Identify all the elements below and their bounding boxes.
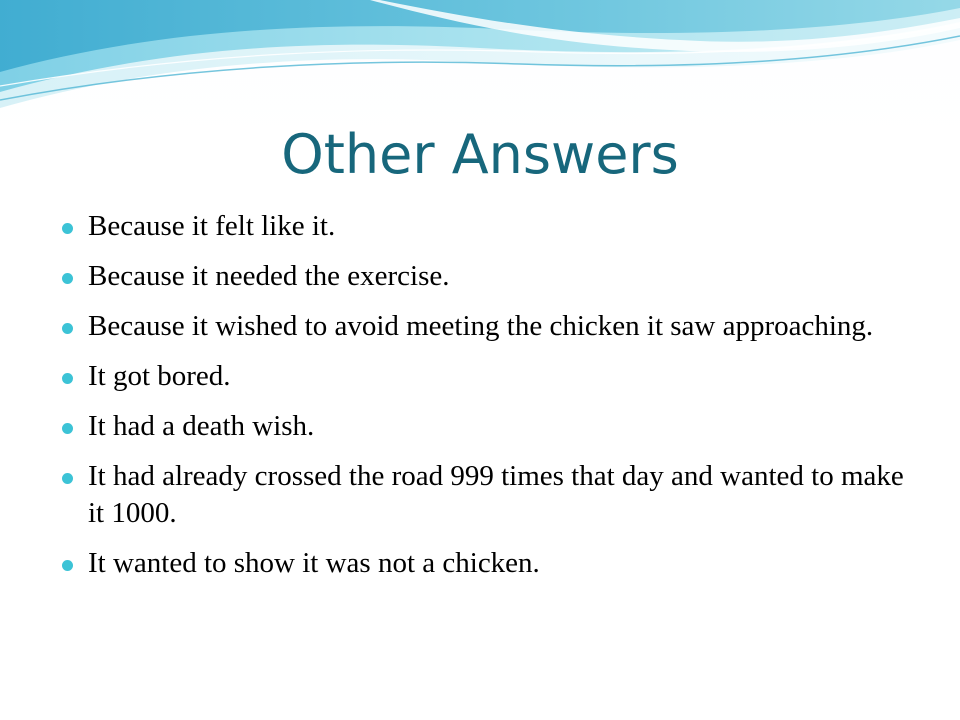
bullet-text: It got bored. [88, 360, 231, 392]
decorative-wave-header [0, 0, 960, 130]
bullet-item [60, 545, 920, 582]
bullet-text: Because it wished to avoid meeting the chicken it saw approaching. [88, 310, 874, 342]
bullet-dot-icon [62, 373, 73, 384]
bullet-text: Because it needed the exercise. [88, 260, 450, 292]
slide-title: Other Answers [281, 123, 679, 186]
bullet-item [60, 208, 920, 245]
bullet-item [60, 358, 920, 395]
bullet-dot-icon [62, 423, 73, 434]
bullet-text: It wanted to show it was not a chicken. [88, 547, 540, 579]
bullet-dot-icon [62, 560, 73, 571]
bullet-dot-icon [62, 323, 73, 334]
bullet-dot-icon [62, 473, 73, 484]
bullet-item [60, 408, 920, 445]
bullet-dot-icon [62, 223, 73, 234]
bullet-item [60, 258, 920, 295]
bullet-text: It had already crossed the road 999 times that day and wanted to make it 1000. [88, 460, 904, 529]
bullet-item [60, 308, 920, 345]
bullet-list [60, 208, 920, 595]
bullet-item [60, 458, 920, 532]
bullet-dot-icon [62, 273, 73, 284]
bullet-text: Because it felt like it. [88, 210, 336, 242]
bullet-text: It had a death wish. [88, 410, 315, 442]
